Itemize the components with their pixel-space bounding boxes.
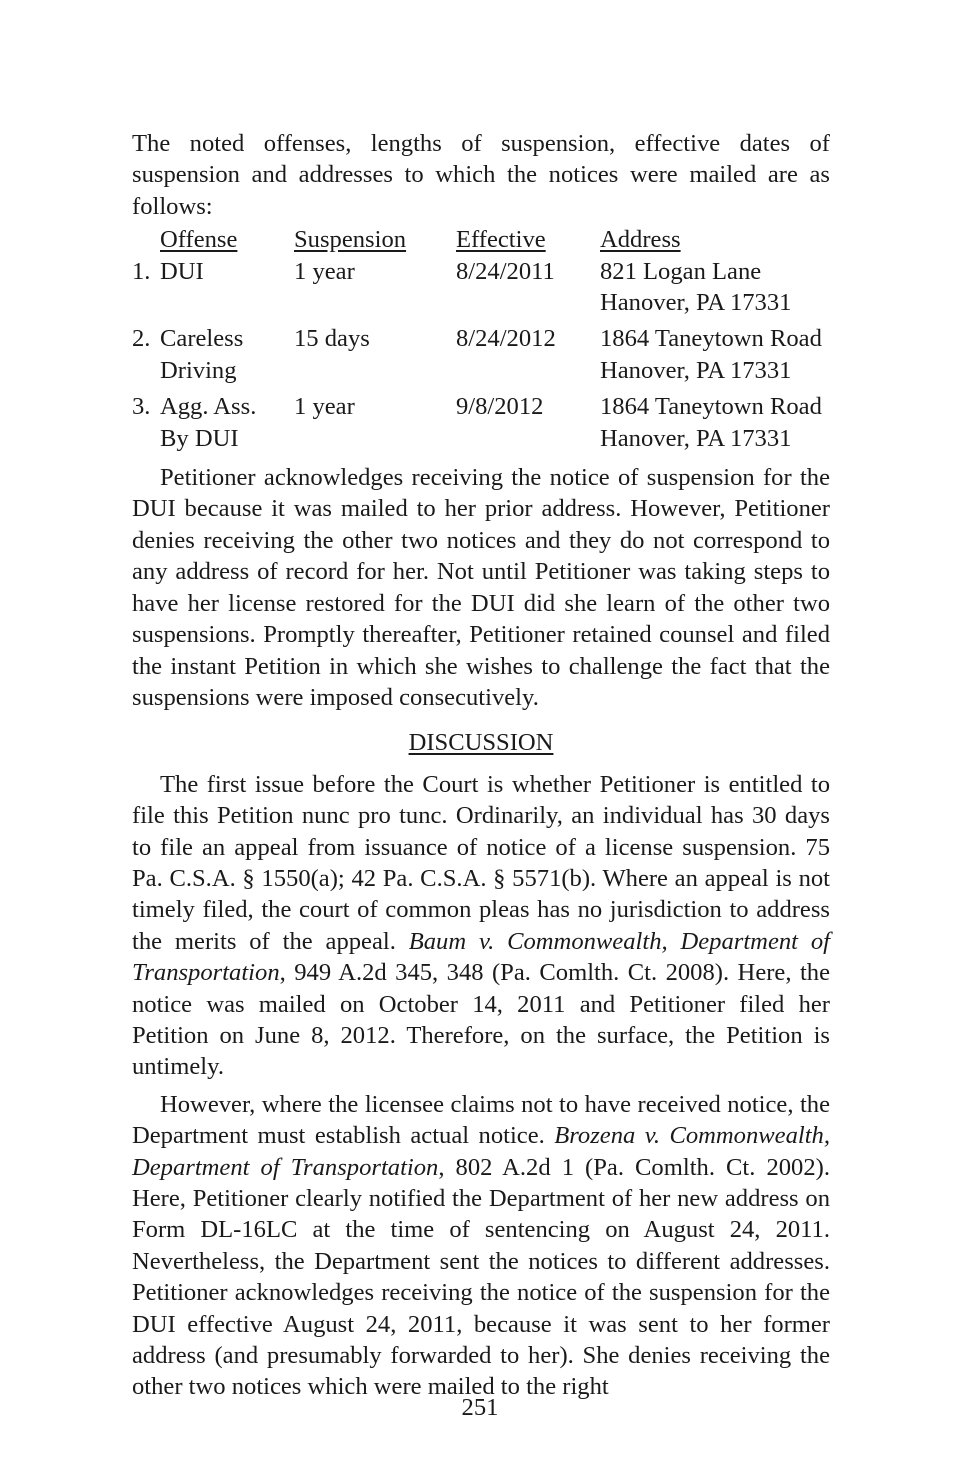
table-row	[132, 256, 830, 319]
effective-cell: 9/8/2012	[456, 393, 544, 421]
paragraph-facts: Petitioner acknowledges receiving the notice of suspension for the DUI because it was mailed to her prior address. However, Petitioner denies receiving the other two notices and they do not correspond to any address of record for her. Not until Petitioner was taking steps to have her license restored for the DUI did she learn of the other two suspensions. Promptly thereafter, Petitioner retained counsel and filed the instant Petition in which she wishes to challenge the fact that the suspensions were imposed consecutively.	[132, 464, 830, 711]
suspension-cell: 1 year	[294, 257, 355, 285]
offense-cell: Careless Driving	[160, 325, 244, 384]
table-row	[132, 391, 830, 454]
effective-cell: 8/24/2011	[456, 257, 555, 285]
address-cell: 821 Logan Lane Hanover, PA 17331	[600, 257, 792, 317]
address-cell: 1864 Taneytown Road Hanover, PA 17331	[600, 393, 822, 452]
table-row	[132, 323, 830, 386]
section-heading: DISCUSSION	[408, 729, 554, 757]
address-cell: 1864 Taneytown Road Hanover, PA 17331	[600, 325, 822, 384]
header-offense: Offense	[160, 226, 238, 254]
paragraph-notice: However, where the licensee claims not to have received notice, the Department must establish actual notice. Brozena v. Commonwealth, Department of Transportation, 802 A.2d 1 (Pa. Comlth. Ct. 2002). Here, Petitioner clearly notified the Department of her new address on Form DL-16LC at the time of sentencing on August 24, 2011. Nevertheless, the Department sent the notices to different addresses. Petitioner acknowledges receiving the notice of the suspension for the DUI effective August 24, 2011, because it was sent to her former address (and presumably forwarded to her). She denies receiving the other two notices which were mailed to the right	[132, 1090, 830, 1401]
suspension-cell: 1 year	[294, 393, 355, 421]
suspension-cell: 15 days	[294, 325, 370, 353]
offense-cell: Agg. Ass. By DUI	[160, 393, 257, 452]
offense-cell: DUI	[160, 257, 204, 285]
header-effective: Effective	[456, 226, 546, 254]
row-number: 2.	[132, 325, 151, 353]
paragraph-timeliness: The first issue before the Court is whether Petitioner is entitled to file this Petition nunc pro tunc. Ordinarily, an individual has 30 days to file an appeal from issuance of notice of a license suspension. 75 Pa. C.S.A. § 1550(a); 42 Pa. C.S.A. § 5571(b). Where an appeal is not timely filed, the court of common pleas has no jurisdiction to address the merits of the appeal. Baum v. Commonwealth, Department of Transportation, 949 A.2d 345, 348 (Pa. Comlth. Ct. 2008). Here, the notice was mailed on October 14, 2011 and Petitioner filed her Petition on June 8, 2012. Therefore, on the surface, the Petition is untimely.	[132, 770, 830, 1081]
case-citation: Brozena v. Commonwealth, Department of Transportation	[132, 1122, 830, 1181]
suspension-table	[132, 224, 830, 454]
header-address: Address	[600, 226, 681, 254]
document-page	[132, 128, 830, 1403]
row-number: 3.	[132, 393, 151, 421]
table-header-row	[132, 224, 830, 255]
case-citation: Baum v. Commonwealth, Department of Transportation	[132, 927, 830, 987]
row-number: 1.	[132, 257, 151, 285]
header-suspension: Suspension	[294, 226, 407, 254]
page-number: 251	[461, 1394, 499, 1421]
intro-paragraph: The noted offenses, lengths of suspension, effective dates of suspension and addresses to which the notices were mailed are as follows:	[132, 130, 830, 220]
effective-cell: 8/24/2012	[456, 325, 556, 353]
